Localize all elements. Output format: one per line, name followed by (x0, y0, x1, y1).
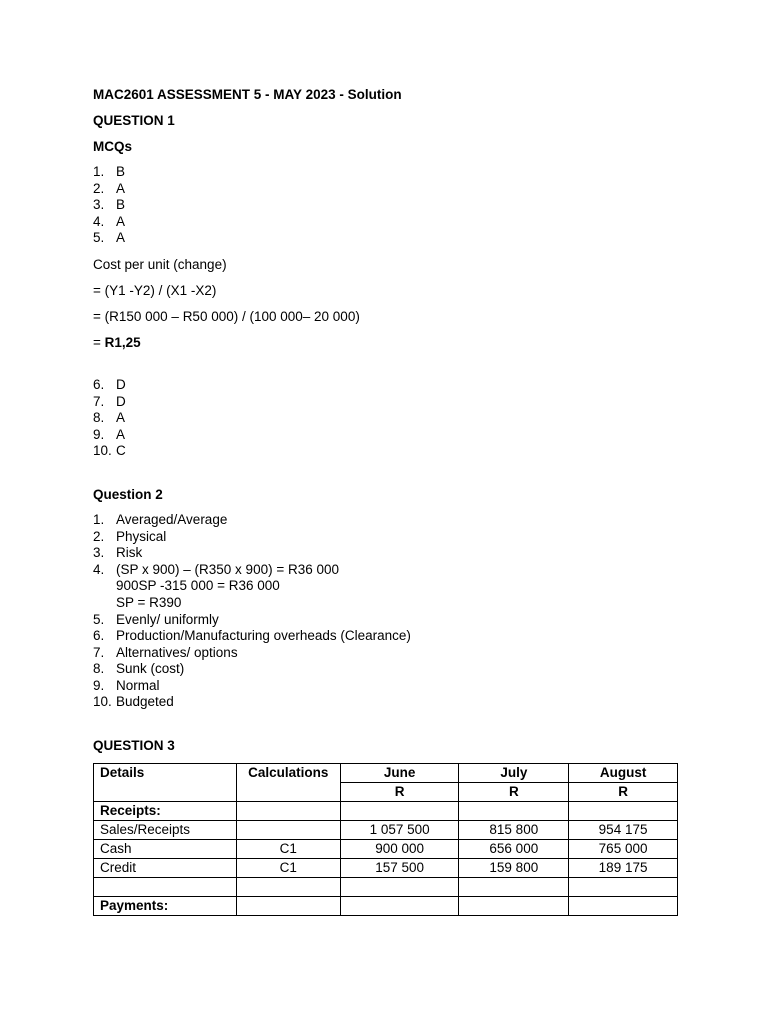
list-item: 5. Evenly/ uniformly (93, 611, 219, 627)
list-item: 2. Physical (93, 528, 167, 544)
list-item: 6. Production/Manufacturing overheads (Clearance) (93, 628, 411, 644)
header-june: June (340, 764, 459, 783)
question-3-heading: QUESTION 3 (93, 738, 175, 754)
calc-formula: = (Y1 -Y2) / (X1 -X2) (93, 282, 217, 298)
list-item: 4. A (93, 213, 126, 229)
q1-answers-part-1 (93, 164, 683, 247)
unit-june: R (340, 783, 459, 802)
list-item: 4. (SP x 900) – (R350 x 900) = R36 000 (93, 561, 340, 577)
question-1-heading: QUESTION 1 (93, 113, 175, 128)
header-details: Details (94, 764, 237, 802)
list-item: 8. A (93, 410, 126, 426)
q2-answers-part-2 (93, 612, 683, 712)
list-item: 7. D (93, 393, 126, 409)
list-item: 10. C (93, 443, 126, 459)
list-item: 6. D (93, 376, 126, 392)
table-row (94, 878, 678, 897)
calc-label: Cost per unit (change) (93, 256, 227, 272)
table-row: Credit C1 157 500 159 800 189 175 (94, 859, 678, 878)
unit-august: R (569, 783, 678, 802)
calc-result: = R1,25 (93, 334, 141, 350)
question-2-heading: Question 2 (93, 486, 163, 502)
table-row: Payments: (94, 897, 678, 916)
q2-item-4-continuation-1: 900SP -315 000 = R36 000 (116, 578, 280, 594)
mcqs-subheading: MCQs (93, 139, 133, 154)
list-item: 3. Risk (93, 545, 143, 561)
header-calculations: Calculations (236, 764, 340, 802)
header-july: July (459, 764, 569, 783)
list-item: 3. B (93, 197, 126, 213)
calc-substitution: = (R150 000 – R50 000) / (100 000– 20 000) (93, 308, 360, 324)
list-item: 7. Alternatives/ options (93, 644, 238, 660)
header-august: August (569, 764, 678, 783)
list-item: 5. A (93, 230, 126, 246)
list-item: 1. Averaged/Average (93, 511, 228, 527)
calc-result-value: R1,25 (104, 334, 141, 350)
table-row: Cash C1 900 000 656 000 765 000 (94, 840, 678, 859)
q1-answers-part-2 (93, 377, 683, 460)
q2-item-4-continuation-2: SP = R390 (116, 594, 182, 610)
list-item: 10. Budgeted (93, 694, 174, 710)
q2-answers-part-1 (93, 512, 683, 578)
cash-budget-table (93, 763, 678, 916)
unit-july: R (459, 783, 569, 802)
list-item: 9. Normal (93, 677, 160, 693)
list-item: 2. A (93, 180, 126, 196)
list-item: 9. A (93, 426, 126, 442)
list-item: 1. B (93, 164, 126, 179)
table-header-row (94, 764, 678, 783)
document-title: MAC2601 ASSESSMENT 5 - MAY 2023 - Solution (93, 87, 402, 102)
document-page (93, 86, 683, 916)
list-item: 8. Sunk (cost) (93, 661, 185, 677)
table-row: Sales/Receipts 1 057 500 815 800 954 175 (94, 821, 678, 840)
table-row: Receipts: (94, 802, 678, 821)
